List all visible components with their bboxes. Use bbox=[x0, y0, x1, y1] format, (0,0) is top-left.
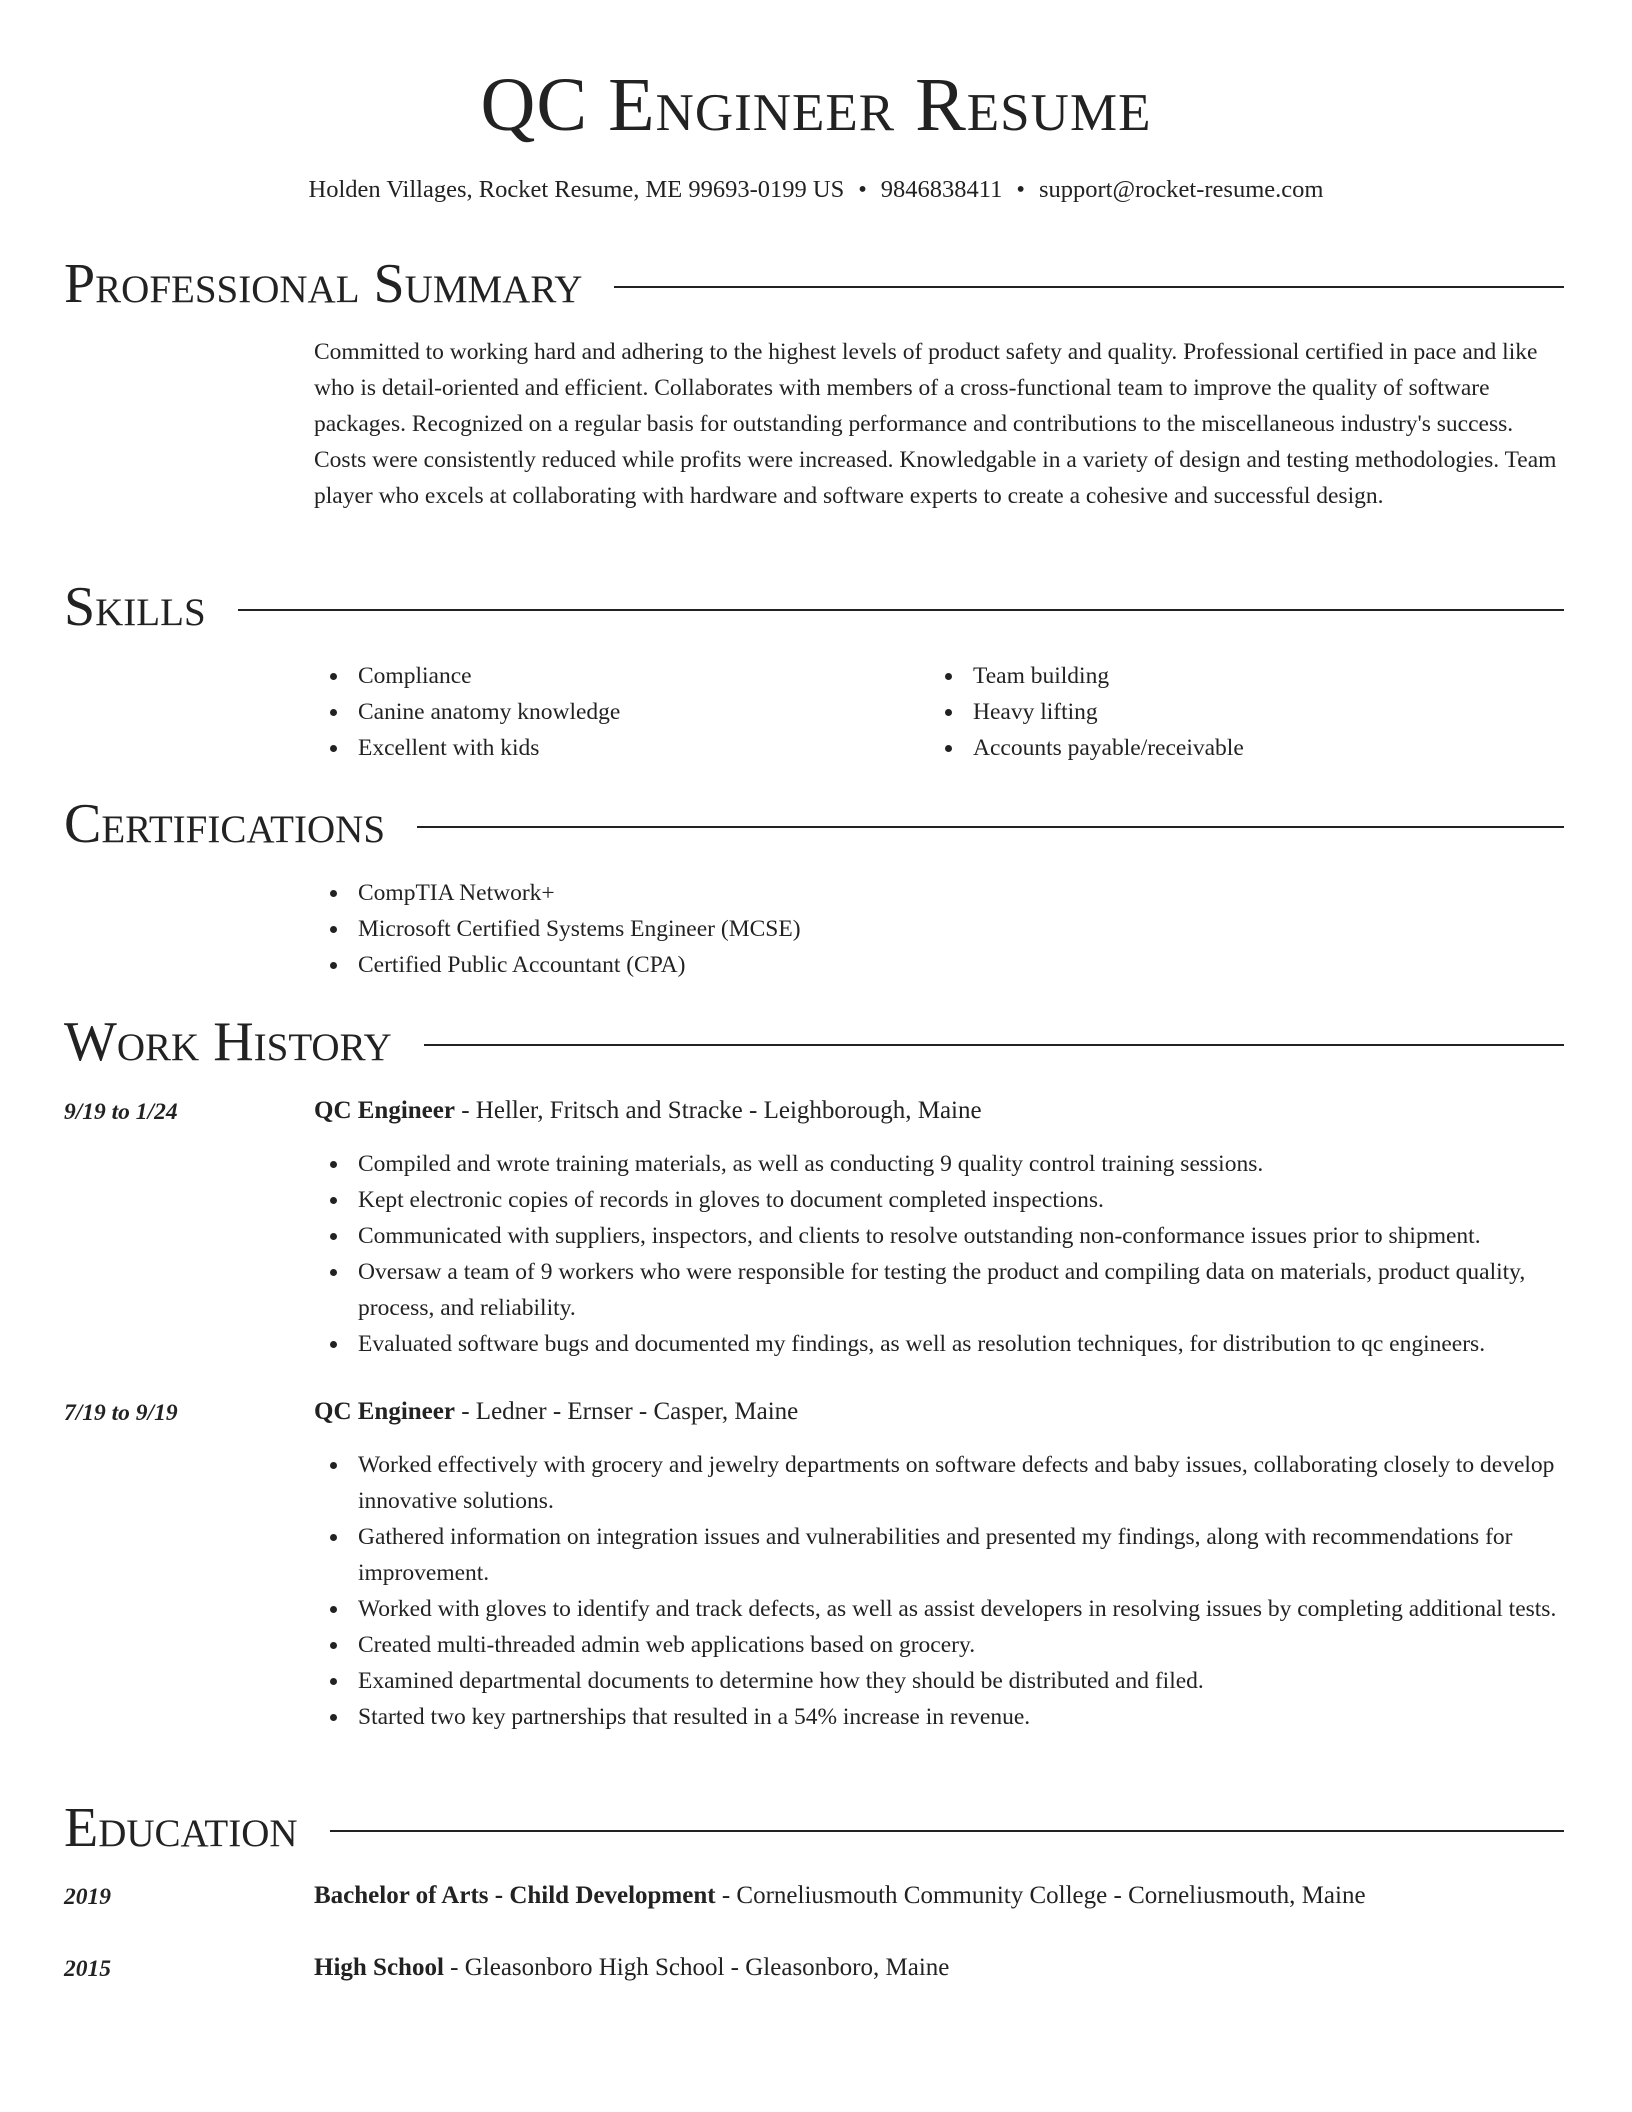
section-rule bbox=[614, 286, 1564, 288]
section-title: Education bbox=[64, 1797, 298, 1859]
skill-item: Canine anatomy knowledge bbox=[314, 694, 929, 730]
skill-item: Accounts payable/receivable bbox=[929, 730, 1544, 766]
job-bullet: Examined departmental documents to determine how they should be distributed and filed. bbox=[314, 1663, 1564, 1699]
job-bullet: Worked effectively with grocery and jewelry departments on software defects and baby issues, collaborating closely to develop innovative solutions. bbox=[314, 1447, 1564, 1519]
summary-heading bbox=[64, 252, 1564, 316]
section-title: Skills bbox=[64, 576, 206, 638]
contact-line bbox=[0, 174, 1632, 206]
education-year: 2015 bbox=[64, 1956, 111, 1982]
skills-column-right bbox=[929, 658, 1544, 766]
section-title: Professional Summary bbox=[64, 253, 583, 315]
section-title: Certifications bbox=[64, 793, 386, 855]
skills-column-left bbox=[314, 658, 929, 766]
job-dates: 7/19 to 9/19 bbox=[64, 1400, 178, 1426]
skill-item: Excellent with kids bbox=[314, 730, 929, 766]
school-details: - Gleasonboro High School - Gleasonboro, Maine bbox=[443, 1954, 950, 1981]
job-title-line bbox=[314, 1394, 1564, 1430]
job-bullet: Compiled and wrote training materials, as well as conducting 9 quality control training sessions. bbox=[314, 1146, 1564, 1182]
email: support@rocket-resume.com bbox=[1038, 176, 1324, 203]
education-year: 2019 bbox=[64, 1884, 111, 1910]
job-bullet: Gathered information on integration issues and vulnerabilities and presented my findings, along with recommendations for improvement. bbox=[314, 1519, 1564, 1591]
address: Holden Villages, Rocket Resume, ME 99693-0199 US bbox=[308, 176, 845, 203]
resume-title: QC Engineer Resume bbox=[480, 63, 1152, 147]
certification-item: Certified Public Accountant (CPA) bbox=[314, 947, 1564, 983]
job-role: QC Engineer bbox=[314, 1398, 455, 1425]
skills-grid bbox=[314, 658, 1564, 766]
job-title-line bbox=[314, 1093, 1564, 1129]
section-title: Work History bbox=[64, 1011, 392, 1073]
section-rule bbox=[424, 1044, 1564, 1046]
phone: 9846838411 bbox=[880, 176, 1003, 203]
job-bullets bbox=[314, 1146, 1564, 1362]
degree: Bachelor of Arts - Child Development bbox=[314, 1882, 716, 1909]
work-history-heading bbox=[64, 1010, 1564, 1074]
school-details: - Corneliusmouth Community College - Corneliusmouth, Maine bbox=[715, 1882, 1366, 1909]
education-heading bbox=[64, 1796, 1564, 1860]
certification-item: Microsoft Certified Systems Engineer (MCSE) bbox=[314, 911, 1564, 947]
job-bullet: Communicated with suppliers, inspectors, and clients to resolve outstanding non-conformance issues prior to shipment. bbox=[314, 1218, 1564, 1254]
job-bullet: Started two key partnerships that resulted in a 54% increase in revenue. bbox=[314, 1699, 1564, 1735]
job-bullet: Evaluated software bugs and documented my findings, as well as resolution techniques, for distribution to qc engineers. bbox=[314, 1326, 1564, 1362]
education-entry bbox=[314, 1878, 1564, 1914]
degree: High School bbox=[314, 1954, 444, 1981]
section-rule bbox=[238, 609, 1564, 611]
separator-dot: • bbox=[1016, 176, 1025, 203]
certifications-list bbox=[314, 875, 1564, 983]
job-bullet: Worked with gloves to identify and track defects, as well as assist developers in resolving issues by completing additional tests. bbox=[314, 1591, 1564, 1627]
skill-item: Heavy lifting bbox=[929, 694, 1544, 730]
education-entry bbox=[314, 1950, 1564, 1986]
skill-item: Team building bbox=[929, 658, 1544, 694]
separator-dot: • bbox=[858, 176, 867, 203]
certification-item: CompTIA Network+ bbox=[314, 875, 1564, 911]
job-dates: 9/19 to 1/24 bbox=[64, 1099, 178, 1125]
section-rule bbox=[417, 826, 1564, 828]
job-bullet: Oversaw a team of 9 workers who were responsible for testing the product and compiling data on materials, product quality, process, and reliability. bbox=[314, 1254, 1564, 1326]
job-details: - Ledner - Ernser - Casper, Maine bbox=[454, 1398, 799, 1425]
certifications-heading bbox=[64, 792, 1564, 856]
section-rule bbox=[330, 1830, 1564, 1832]
job-bullet: Created multi-threaded admin web applications based on grocery. bbox=[314, 1627, 1564, 1663]
job-role: QC Engineer bbox=[314, 1097, 455, 1124]
job-details: - Heller, Fritsch and Stracke - Leighborough, Maine bbox=[454, 1097, 982, 1124]
skill-item: Compliance bbox=[314, 658, 929, 694]
summary-text: Committed to working hard and adhering to the highest levels of product safety and quality. Professional certified in pace and like who is detail-oriented and efficient. Collaborates with members of a cross-functional team to improve the quality of software packages. Recognized on a regular basis for outstanding performance and contributions to the miscellaneous industry's success. Costs were consistently reduced while profits were increased. Knowledgable in a variety of design and testing methodologies. Team player who excels at collaborating with hardware and software experts to create a cohesive and successful design. bbox=[314, 339, 1557, 509]
skills-heading bbox=[64, 575, 1564, 639]
job-bullets bbox=[314, 1447, 1564, 1735]
job-bullet: Kept electronic copies of records in gloves to document completed inspections. bbox=[314, 1182, 1564, 1218]
